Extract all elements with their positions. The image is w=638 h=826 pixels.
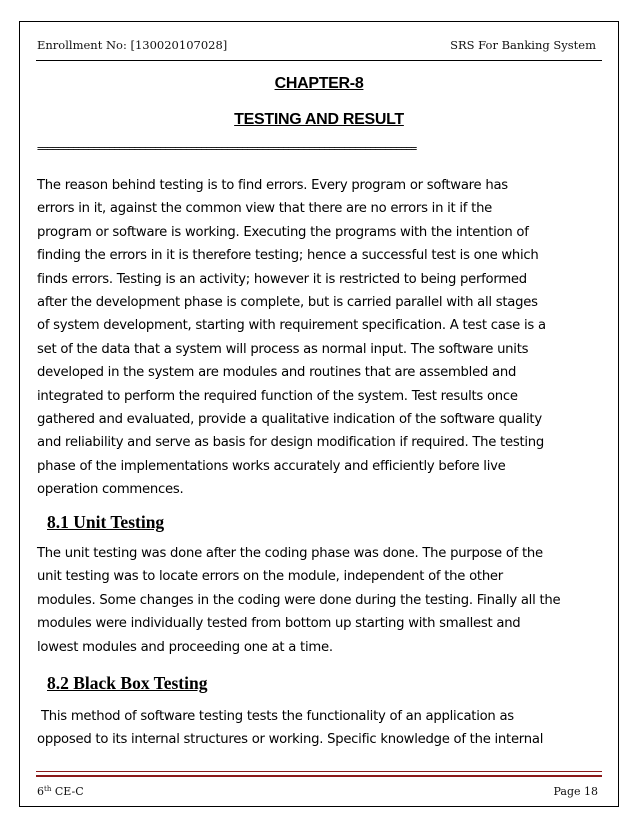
- text-line: and reliability and serve as basis for design modification if required. The testing: [37, 435, 545, 451]
- footer-rule-thin: [36, 771, 602, 772]
- text-line: opposed to its internal structures or working. Specific knowledge of the internal: [37, 732, 544, 748]
- footer-class-name: CE-C: [51, 785, 84, 798]
- text-line: This method of software testing tests the functionality of an application as: [37, 709, 514, 724]
- section-heading-unit-testing: 8.1 Unit Testing: [47, 512, 165, 532]
- text-line: The reason behind testing is to find errors. Every program or software has: [37, 178, 508, 193]
- black-box-paragraph: [37, 705, 599, 752]
- footer-rule-thick: [36, 775, 602, 777]
- text-line: errors in it, against the common view that there are no errors in it if the: [37, 201, 493, 217]
- footer-class-label: [37, 785, 84, 798]
- header-rule: [36, 60, 602, 61]
- separator-line: ==========================================================================: [37, 143, 416, 155]
- unit-testing-paragraph: [37, 542, 599, 659]
- text-line: unit testing was to locate errors on the module, independent of the other: [37, 569, 503, 585]
- text-line: after the development phase is complete, but is carried parallel with all stages: [37, 295, 538, 311]
- text-line: lowest modules and proceeding one at a time.: [37, 639, 333, 655]
- text-line: The unit testing was done after the coding phase was done. The purpose of the: [37, 546, 543, 561]
- text-line: phase of the implementations works accurately and efficiently before live: [37, 458, 506, 474]
- footer-semester-number: 6: [37, 785, 44, 798]
- section-heading-black-box-testing: 8.2 Black Box Testing: [47, 673, 208, 693]
- chapter-number: CHAPTER-8: [274, 75, 364, 92]
- text-line: finds errors. Testing is an activity; however it is restricted to being performed: [37, 271, 527, 287]
- text-line: integrated to perform the required function of the system. Test results once: [37, 388, 518, 404]
- text-line: operation commences.: [37, 482, 184, 498]
- text-line: developed in the system are modules and routines that are assembled and: [37, 365, 517, 381]
- text-line: of system development, starting with requirement specification. A test case is a: [37, 318, 546, 334]
- page-number: Page 18: [553, 785, 598, 798]
- chapter-title: TESTING AND RESULT: [234, 111, 404, 128]
- text-line: set of the data that a system will process as normal input. The software units: [37, 341, 529, 357]
- text-line: modules. Some changes in the coding were done during the testing. Finally all the: [37, 592, 561, 608]
- text-line: program or software is working. Executing the programs with the intention of: [37, 224, 529, 240]
- text-line: finding the errors in it is therefore testing; hence a successful test is one which: [37, 248, 539, 264]
- intro-paragraph: [37, 174, 599, 502]
- footer-ordinal-suffix: th: [44, 785, 52, 793]
- text-line: gathered and evaluated, provide a qualitative indication of the software quality: [37, 412, 542, 428]
- text-line: modules were individually tested from bottom up starting with smallest and: [37, 616, 521, 632]
- header-enrollment: Enrollment No: [130020107028]: [37, 38, 228, 52]
- header-doc-title: SRS For Banking System: [450, 38, 596, 52]
